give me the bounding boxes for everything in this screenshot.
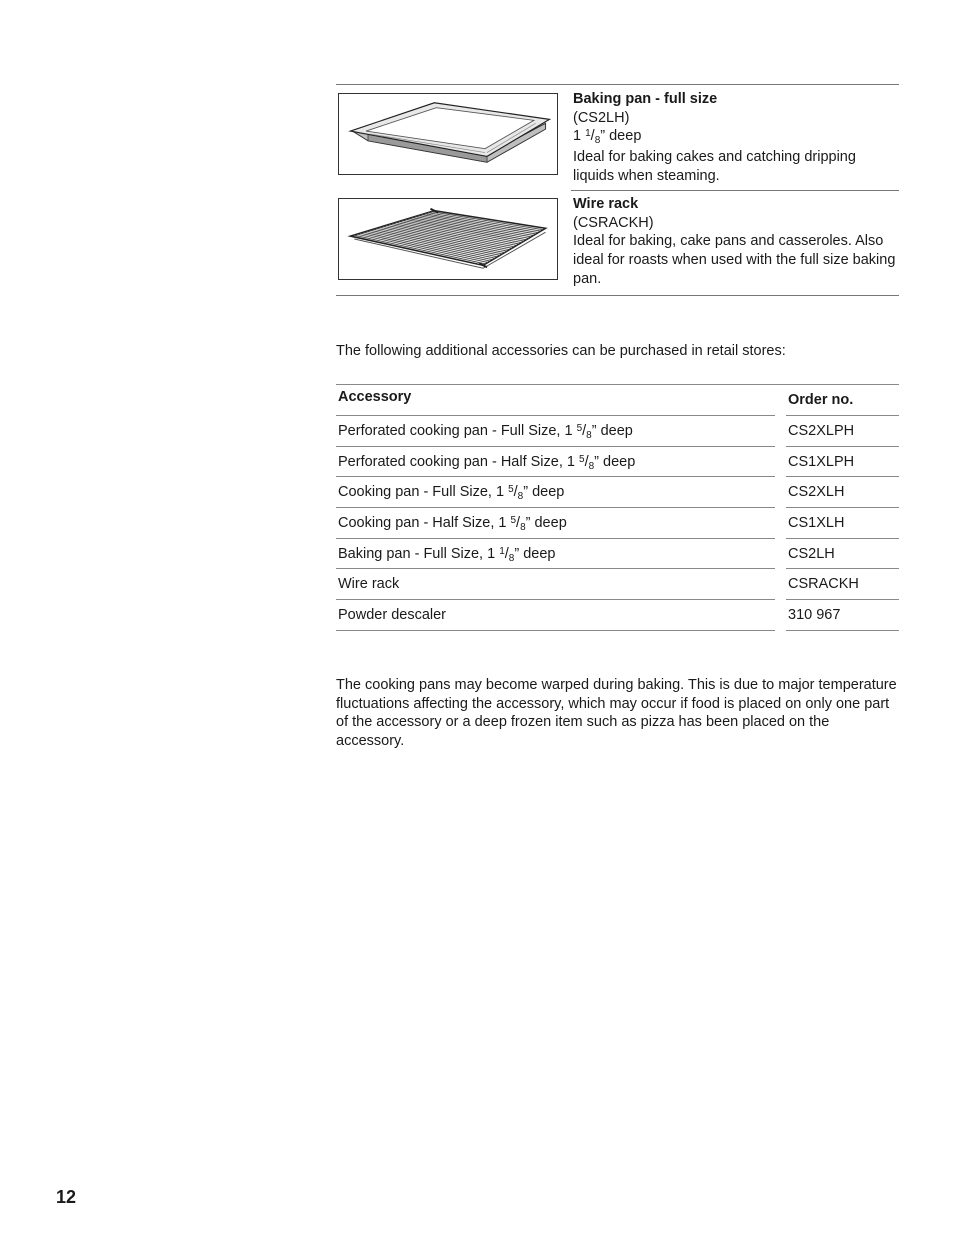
table-body [336,416,899,631]
order-cell [786,416,899,447]
table-row [336,569,899,600]
depth-suffix: ” deep [600,128,642,145]
baking-pan-depth: 1 $^1/_8$” deep [573,128,642,147]
accessory-name: Powder descaler [338,607,446,624]
order-cell [786,447,899,478]
accessory-name: Cooking pan - Full Size, 1 $^5/_8$” deep [338,484,565,503]
order-number: CS2LH [788,545,835,562]
rack-wires [354,212,543,264]
depth-numerator: 1 [585,128,591,140]
accessory-name: Perforated cooking pan - Half Size, 1 $^5/_8$” deep [338,453,636,472]
depth-whole: 1 [573,128,582,145]
baking-pan-image [338,93,558,175]
table-row [336,600,899,631]
order-cell [786,477,899,508]
warping-note: The cooking pans may become warped during baking. This is due to major temperature fluctuations affecting the accessory, which may occur if food is placed on only one part of the accessory or a deep frozen item such as pizza has been placed on the accessory. [336,677,897,750]
table-row [336,447,899,478]
table-row [336,508,899,539]
order-number: CS2XLH [788,484,845,501]
order-number: 310 967 [788,607,841,624]
order-number: CS1XLPH [788,453,855,470]
header-order [786,385,899,416]
order-number: CS1XLH [788,515,845,532]
table-row [336,539,899,570]
accessory-divider [571,190,899,191]
accessory-name: Perforated cooking pan - Full Size, 1 $^5/_8$” deep [338,423,633,441]
wire-rack-code: (CSRACKH) [573,214,654,231]
order-number: CSRACKH [788,576,859,593]
order-cell [786,539,899,570]
accessory-cell [336,539,775,570]
wire-rack-description [573,195,899,289]
wire-rack-image [338,198,558,280]
table-row [336,416,899,447]
table-header [336,384,899,416]
bottom-rule [336,295,899,296]
header-accessory [336,385,775,416]
accessory-name: Wire rack [338,576,400,593]
accessory-cell [336,416,775,447]
accessory-table [336,384,899,631]
wire-rack-text: Ideal for baking, cake pans and casseroles. Also ideal for roasts when used with the full size baking pan. [573,233,896,287]
accessory-cell [336,569,775,600]
accessory-cell [336,447,775,478]
intro-text: The following additional accessories can be purchased in retail stores: [336,343,786,359]
baking-pan-text: Ideal for baking cakes and catching dripping liquids when steaming. [573,149,856,184]
top-rule [336,84,899,85]
header-order-label: Order no. [788,392,854,408]
page-number: 12 [56,1187,77,1207]
baking-pan-illustration-icon [339,94,557,174]
header-accessory-label: Accessory [338,389,412,405]
order-cell [786,569,899,600]
order-cell [786,508,899,539]
baking-pan-code: (CS2LH) [573,109,630,126]
order-cell [786,600,899,631]
accessory-name: Baking pan - Full Size, 1 $^1/_8$” deep [338,545,556,564]
accessory-cell [336,477,775,508]
baking-pan-name: Baking pan - full size [573,91,718,107]
accessory-cell [336,508,775,539]
accessory-name: Cooking pan - Half Size, 1 $^5/_8$” deep [338,515,567,534]
order-number: CS2XLPH [788,423,855,439]
wire-rack-illustration-icon [339,199,557,279]
baking-pan-description [573,90,899,186]
depth-denominator: 8 [594,135,601,147]
wire-rack-name: Wire rack [573,196,639,212]
table-row [336,477,899,508]
accessory-cell [336,600,775,631]
